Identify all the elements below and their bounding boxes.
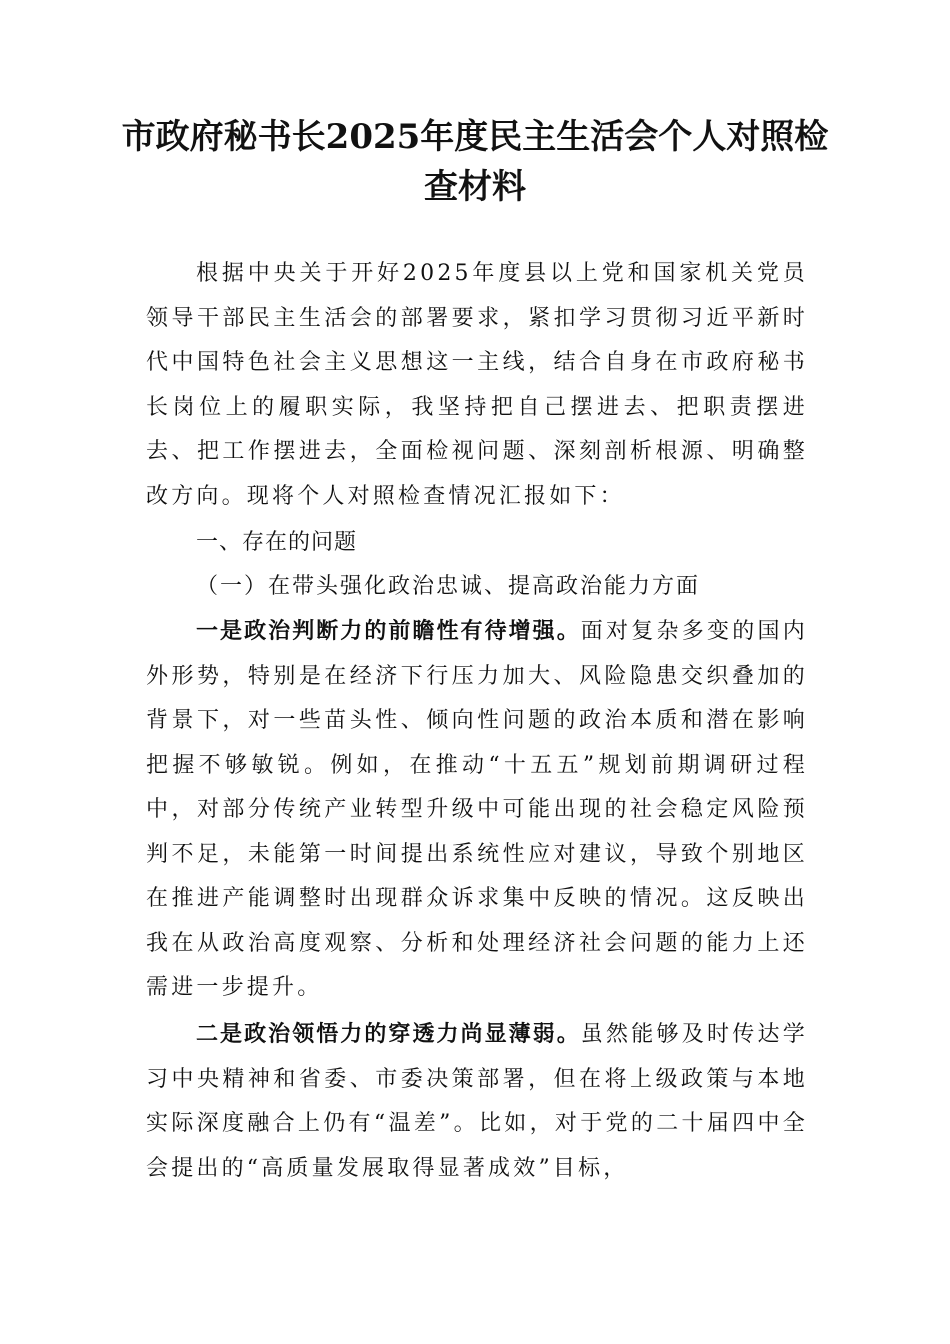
point-one-lead: 一是政治判断力的前瞻性有待增强。: [196, 619, 581, 644]
point-one-paragraph: [146, 610, 808, 1011]
point-two-text: 虽然能够及时传达学习中央精神和省委、市委决策部署，但在将上级政策与本地实际深度融合上仍有“温差”。比如，对于党的二十届四中全会提出的“高质量发展取得显著成效”目标，: [146, 1022, 808, 1181]
point-one-text: 面对复杂多变的国内外形势，特别是在经济下行压力加大、风险隐患交织叠加的背景下，对一些苗头性、倾向性问题的政治本质和潜在影响把握不够敏锐。例如，在推动“十五五”规划前期调研过程中，对部分传统产业转型升级中可能出现的社会稳定风险预判不足，未能第一时间提出系统性应对建议，导致个别地区在推进产能调整时出现群众诉求集中反映的情况。这反映出我在从政治高度观察、分析和处理经济社会问题的能力上还需进一步提升。: [146, 619, 808, 1000]
subsection-heading-political-loyalty: （一）在带头强化政治忠诚、提高政治能力方面: [196, 574, 701, 599]
point-two-lead: 二是政治领悟力的穿透力尚显薄弱。: [196, 1022, 581, 1047]
section-heading-problems: 一、存在的问题: [196, 530, 358, 555]
intro-paragraph: 根据中央关于开好2025年度县以上党和国家机关党员领导干部民主生活会的部署要求，紧扣学习贯彻习近平新时代中国特色社会主义思想这一主线，结合自身在市政府秘书长岗位上的履职实际，我坚持把自己摆进去、把职责摆进去、把工作摆进去，全面检视问题、深刻剖析根源、明确整改方向。现将个人对照检查情况汇报如下：: [146, 261, 808, 509]
document-title: 市政府秘书长2025年度民主生活会个人对照检查材料: [121, 117, 829, 207]
point-two-paragraph: [146, 1013, 808, 1191]
